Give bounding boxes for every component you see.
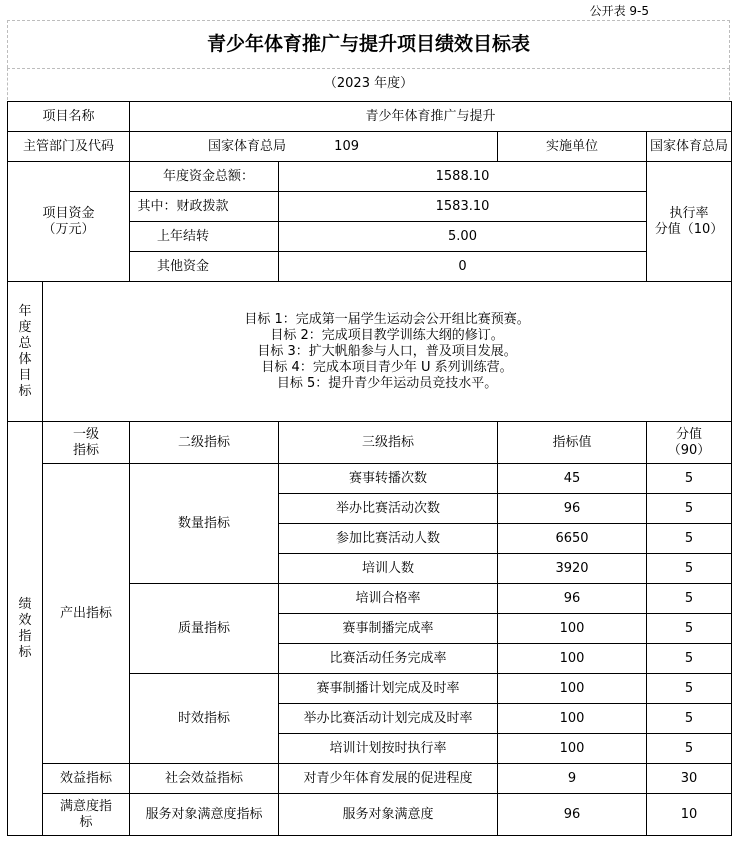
score-cell: 5 <box>647 674 732 704</box>
level2-service: 服务对象满意度指标 <box>130 794 279 836</box>
implementing-unit-value: 国家体育总局 <box>647 132 732 162</box>
value-cell: 100 <box>498 674 647 704</box>
level2-quality: 质量指标 <box>130 584 279 674</box>
goals-label-char: 度 <box>18 319 32 335</box>
level3-cell: 参加比赛活动人数 <box>279 524 498 554</box>
table-row <box>8 764 732 794</box>
score-cell: 10 <box>647 794 732 836</box>
funds-label <box>8 162 130 282</box>
goal-item: 目标 2：完成项目教学训练大纲的修订。 <box>270 327 504 343</box>
level3-cell: 赛事制播完成率 <box>279 614 498 644</box>
department-row <box>8 132 732 162</box>
project-name-value: 青少年体育推广与提升 <box>130 102 732 132</box>
department-label: 主管部门及代码 <box>8 132 130 162</box>
score-cell: 5 <box>647 704 732 734</box>
year-label: （2023 年度） <box>7 68 730 100</box>
level1-satisfaction-line2: 标 <box>79 814 93 830</box>
project-name-row <box>8 102 732 132</box>
perf-label-char: 绩 <box>18 596 32 612</box>
level3-cell: 培训计划按时执行率 <box>279 734 498 764</box>
perf-label-char: 效 <box>18 612 32 628</box>
score-cell: 5 <box>647 524 732 554</box>
level3-cell: 赛事制播计划完成及时率 <box>279 674 498 704</box>
funds-fiscal-label: 其中：财政拨款 <box>130 192 279 222</box>
value-cell: 100 <box>498 734 647 764</box>
score-cell: 5 <box>647 494 732 524</box>
perf-label-char: 标 <box>18 644 32 660</box>
department-code: 109 <box>334 138 359 154</box>
funds-fiscal-value: 1583.10 <box>279 192 647 222</box>
level1-satisfaction-line1: 满意度指 <box>60 798 113 814</box>
value-cell: 9 <box>498 764 647 794</box>
level1-benefit: 效益指标 <box>43 764 130 794</box>
score-cell: 30 <box>647 764 732 794</box>
value-cell: 96 <box>498 794 647 836</box>
funds-carry-label: 上年结转 <box>130 222 279 252</box>
level2-timeliness: 时效指标 <box>130 674 279 764</box>
level3-cell: 举办比赛活动次数 <box>279 494 498 524</box>
header-level2: 二级指标 <box>130 422 279 464</box>
goals-label-char: 标 <box>18 383 32 399</box>
level3-cell: 服务对象满意度 <box>279 794 498 836</box>
funds-other-value: 0 <box>279 252 647 282</box>
score-cell: 5 <box>647 554 732 584</box>
funds-label-line2: （万元） <box>42 221 95 237</box>
header-level3: 三级指标 <box>279 422 498 464</box>
perf-header-row <box>8 422 732 464</box>
department-value <box>130 132 498 162</box>
level1-satisfaction <box>43 794 130 836</box>
execution-rate-label <box>647 162 732 282</box>
table-row <box>8 464 732 494</box>
goals-label-char: 体 <box>18 351 32 367</box>
level3-cell: 赛事转播次数 <box>279 464 498 494</box>
goals-row <box>8 282 732 422</box>
score-cell: 5 <box>647 644 732 674</box>
funds-carry-value: 5.00 <box>279 222 647 252</box>
score-cell: 5 <box>647 614 732 644</box>
implementing-unit-label: 实施单位 <box>498 132 647 162</box>
header-score <box>647 422 732 464</box>
perf-label <box>8 422 43 836</box>
level3-cell: 比赛活动任务完成率 <box>279 644 498 674</box>
table-row <box>8 794 732 836</box>
value-cell: 100 <box>498 644 647 674</box>
level2-quantity: 数量指标 <box>130 464 279 584</box>
goals-label-char: 目 <box>18 367 32 383</box>
execution-rate-line2: 分值（10） <box>654 221 724 237</box>
value-cell: 100 <box>498 704 647 734</box>
value-cell: 3920 <box>498 554 647 584</box>
goal-item: 目标 1：完成第一届学生运动会公开组比赛预赛。 <box>244 311 530 327</box>
level3-cell: 对青少年体育发展的促进程度 <box>279 764 498 794</box>
value-cell: 96 <box>498 494 647 524</box>
level3-cell: 培训合格率 <box>279 584 498 614</box>
page-title: 青少年体育推广与提升项目绩效目标表 <box>7 20 730 68</box>
funds-total-value: 1588.10 <box>279 162 647 192</box>
goal-item: 目标 5：提升青少年运动员竞技水平。 <box>276 375 498 391</box>
header-level1-line2: 指标 <box>73 442 100 458</box>
score-cell: 5 <box>647 734 732 764</box>
value-cell: 6650 <box>498 524 647 554</box>
header-level1-line1: 一级 <box>73 426 100 442</box>
perf-label-char: 指 <box>18 628 32 644</box>
goals-label-char: 年 <box>18 303 32 319</box>
level3-cell: 举办比赛活动计划完成及时率 <box>279 704 498 734</box>
value-cell: 96 <box>498 584 647 614</box>
header-score-line2: （90） <box>667 442 711 458</box>
funds-label-line1: 项目资金 <box>42 205 95 221</box>
header-level1 <box>43 422 130 464</box>
goal-item: 目标 4：完成本项目青少年 U 系列训练营。 <box>261 359 513 375</box>
score-cell: 5 <box>647 464 732 494</box>
goals-label <box>8 282 43 422</box>
header-score-line1: 分值 <box>676 426 703 442</box>
department-name: 国家体育总局 <box>208 138 287 154</box>
form-tag: 公开表 9-5 <box>589 4 649 18</box>
value-cell: 100 <box>498 614 647 644</box>
level1-output: 产出指标 <box>43 464 130 764</box>
funds-total-label: 年度资金总额： <box>130 162 279 192</box>
execution-rate-line1: 执行率 <box>669 205 709 221</box>
value-cell: 45 <box>498 464 647 494</box>
funds-other-label: 其他资金 <box>130 252 279 282</box>
goal-item: 目标 3：扩大帆船参与人口，普及项目发展。 <box>257 343 517 359</box>
performance-table <box>7 101 732 836</box>
level2-social: 社会效益指标 <box>130 764 279 794</box>
project-name-label: 项目名称 <box>8 102 130 132</box>
level3-cell: 培训人数 <box>279 554 498 584</box>
goals-list <box>43 282 732 422</box>
header-value: 指标值 <box>498 422 647 464</box>
score-cell: 5 <box>647 584 732 614</box>
funds-total-row <box>8 162 732 192</box>
goals-label-char: 总 <box>18 335 32 351</box>
